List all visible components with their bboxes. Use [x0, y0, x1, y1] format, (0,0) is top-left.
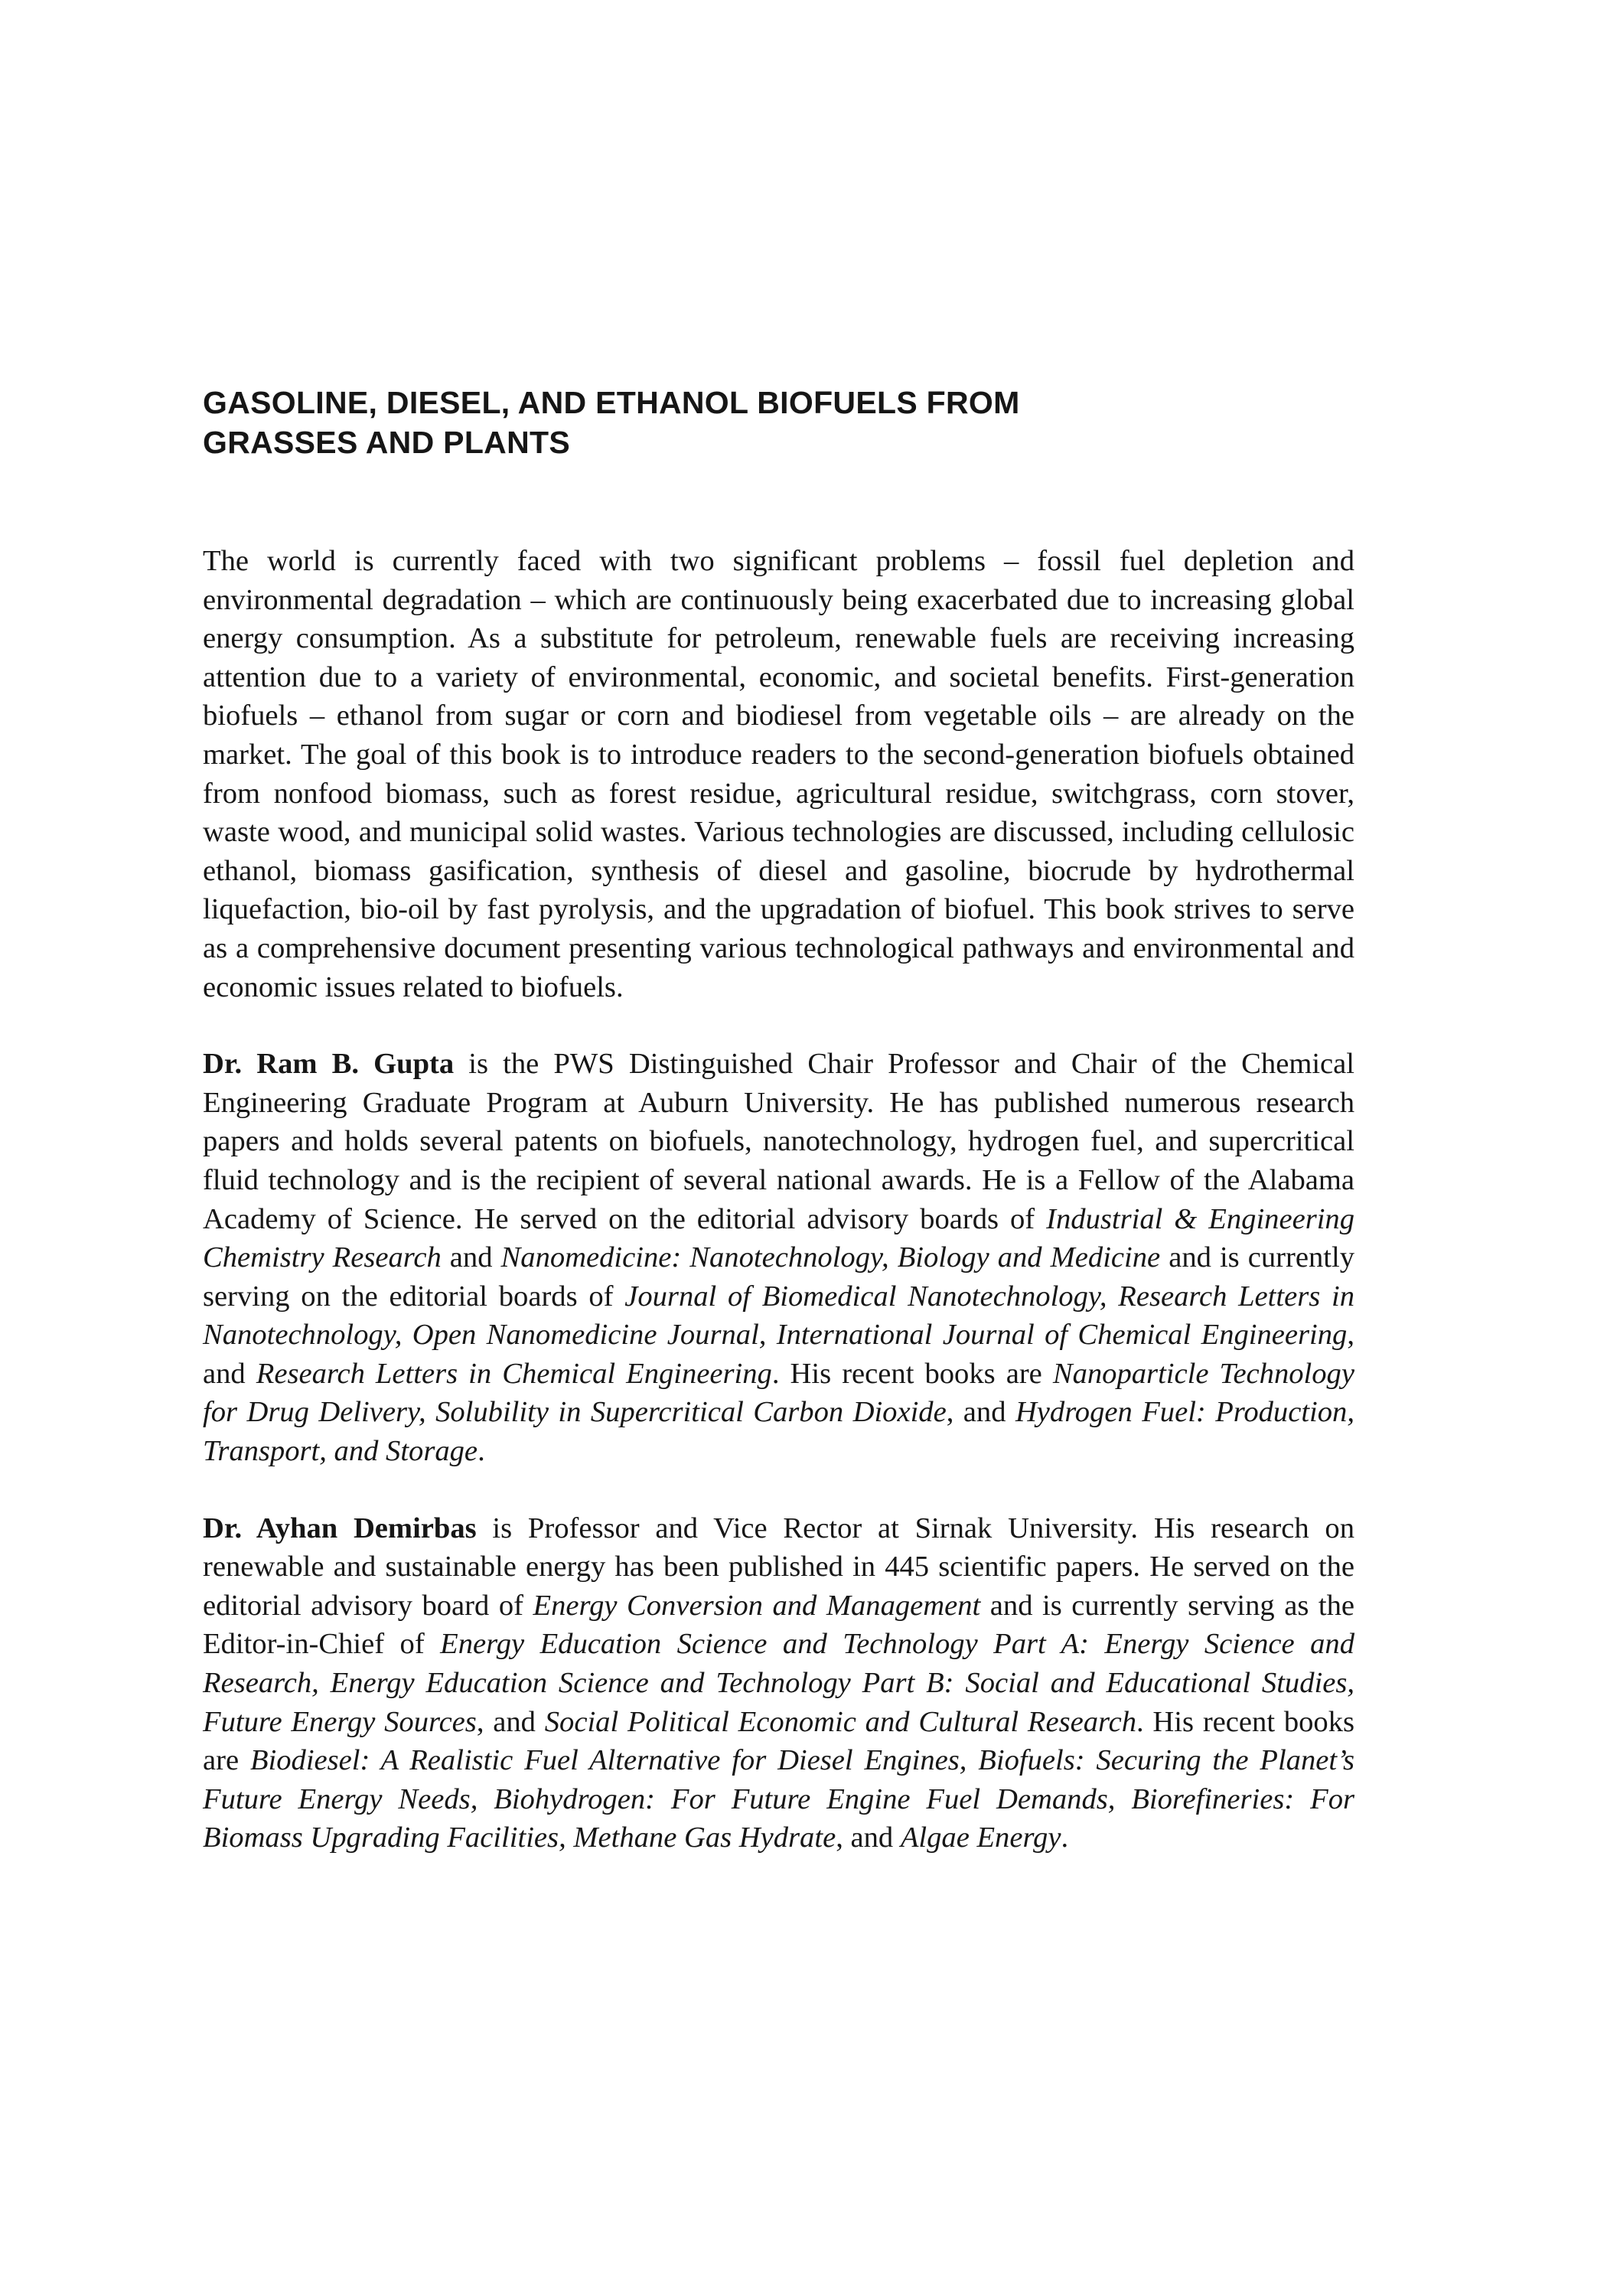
journal-title: Industrial & Engineering Chemistry Research: [203, 1202, 1355, 1274]
author-bio-gupta: Dr. Ram B. Gupta is the PWS Distinguished Chair Professor and Chair of the Chemical Engineering Graduate Program at Auburn University. He has published numerous research papers and holds several patents on biofuels, nanotechnology, hydrogen fuel, and supercritical fluid technology and is the recipient of several national awards. He is a Fellow of the Alabama Academy of Science. He served on the editorial advisory boards of Industrial & Engineering Chemistry Research and Nanomedicine: Nanotechnology, Biology and Medicine and is currently serving on the editorial boards of Journal of Biomedical Nanotechnology, Research Letters in Nanotechnology, Open Nanomedicine Journal, International Journal of Chemical Engineering, and Research Letters in Chemical Engineering. His recent books are Nanoparticle Technology for Drug Delivery, Solubility in Supercritical Carbon Dioxide, and Hydrogen Fuel: Production, Transport, and Storage.: [203, 1048, 1355, 1468]
page-content: [203, 383, 1354, 1896]
journal-title: Social Political Economic and Cultural Research: [544, 1705, 1136, 1738]
journal-title: Energy Conversion and Management: [533, 1589, 981, 1622]
journal-title: Research Letters in Chemical Engineering: [256, 1357, 772, 1390]
author-bio-demirbas: Dr. Ayhan Demirbas is Professor and Vice Rector at Sirnak University. His research on renewable and sustainable energy has been published in 445 scientific papers. He served on the editorial advisory board of Energy Conversion and Management and is currently serving as the Editor-in-Chief of Energy Education Science and Technology Part A: Energy Science and Research, Energy Education Science and Technology Part B: Social and Educational Studies, Future Energy Sources, and Social Political Economic and Cultural Research. His recent books are Biodiesel: A Realistic Fuel Alternative for Diesel Engines, Biofuels: Securing the Planet’s Future Energy Needs, Biohydrogen: For Future Engine Fuel Demands, Biorefineries: For Biomass Upgrading Facilities, Methane Gas Hydrate, and Algae Energy.: [203, 1512, 1354, 1854]
book-title-line-2: GRASSES AND PLANTS: [203, 425, 570, 460]
author-name-gupta: Dr. Ram B. Gupta: [203, 1048, 455, 1081]
book-description: The world is currently faced with two significant problems – fossil fuel depletion and environmental degradation – which are continuously being exacerbated due to increasing global energy consumption. As a substitute for petroleum, renewable fuels are receiving increasing attention due to a variety of environmental, economic, and societal benefits. First-generation biofuels – ethanol from sugar or corn and biodiesel from vegetable oils – are already on the market. The goal of this book is to introduce readers to the second-generation biofuels obtained from nonfood biomass, such as forest residue, agricultural residue, switchgrass, corn stover, waste wood, and municipal solid wastes. Various technologies are discussed, including cellulosic ethanol, biomass gasification, synthesis of diesel and gasoline, biocrude by hydrothermal liquefaction, bio-oil by fast pyrolysis, and the upgradation of biofuel. This book strives to serve as a comprehensive document presenting various technological pathways and environmental and economic issues related to biofuels.: [203, 545, 1354, 1003]
book-title-line-1: GASOLINE, DIESEL, AND ETHANOL BIOFUELS FROM: [203, 385, 1020, 420]
book-title-item: Hydrogen Fuel: Production, Transport, and Storage: [203, 1396, 1354, 1468]
book-title-item: Algae Energy: [900, 1821, 1061, 1854]
journal-title-list: Journal of Biomedical Nanotechnology, Research Letters in Nanotechnology, Open Nanomedicine Journal, International Journal of Chemical Engineering: [203, 1280, 1354, 1352]
book-title: [203, 383, 1152, 462]
book-title-list: Biodiesel: A Realistic Fuel Alternative for Diesel Engines, Biofuels: Securing the Planet’s Future Energy Needs, Biohydrogen: For Future Engine Fuel Demands, Biorefineries: For Biomass Upgrading Facilities, Methane Gas Hydrate: [203, 1744, 1354, 1854]
author-name-demirbas: Dr. Ayhan Demirbas: [203, 1512, 477, 1544]
journal-title: Nanomedicine: Nanotechnology, Biology and Medicine: [500, 1241, 1161, 1274]
journal-title-list: Energy Education Science and Technology Part A: Energy Science and Research, Energy Education Science and Technology Part B: Social and Educational Studies, Future Energy Sources: [203, 1628, 1354, 1738]
book-title-list: Nanoparticle Technology for Drug Delivery, Solubility in Supercritical Carbon Dioxide: [203, 1357, 1354, 1429]
